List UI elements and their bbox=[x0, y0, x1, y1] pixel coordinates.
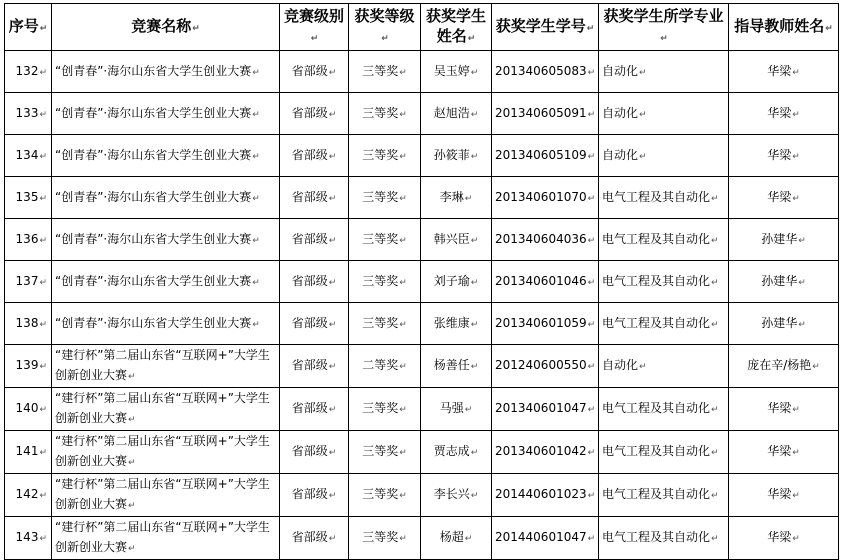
cell-end-mark: ↵ bbox=[399, 193, 407, 204]
cell-end-mark: ↵ bbox=[399, 534, 407, 544]
cell-award: 三等奖↵ bbox=[349, 51, 421, 93]
cell-end-mark: ↵ bbox=[328, 491, 337, 501]
cell-end-mark: ↵ bbox=[798, 319, 806, 330]
cell-end-mark: ↵ bbox=[39, 491, 47, 501]
cell-end-mark: ↵ bbox=[464, 405, 473, 415]
cell-teacher: 华梁↵ bbox=[729, 135, 839, 177]
cell-student: 吴玉婷↵ bbox=[421, 51, 492, 93]
cell-end-mark: ↵ bbox=[470, 362, 479, 372]
cell-student: 张维康↵ bbox=[421, 303, 492, 345]
cell-end-mark: ↵ bbox=[399, 151, 407, 162]
cell-seq: 142↵ bbox=[5, 474, 52, 517]
cell-end-mark: ↵ bbox=[381, 33, 389, 44]
cell-student: 杨善任↵ bbox=[421, 345, 492, 388]
cell-teacher: 孙建华↵ bbox=[729, 219, 839, 261]
cell-student: 马强↵ bbox=[421, 388, 492, 431]
cell-end-mark: ↵ bbox=[39, 23, 48, 34]
cell-student: 贾志成↵ bbox=[421, 431, 492, 474]
cell-end-mark: ↵ bbox=[39, 151, 47, 162]
cell-award: 三等奖↵ bbox=[349, 135, 421, 177]
cell-teacher: 华梁↵ bbox=[729, 517, 839, 560]
cell-student-id: 201340604036↵ bbox=[492, 219, 599, 261]
cell-end-mark: ↵ bbox=[399, 362, 407, 372]
cell-competition: “建行杯”第二届山东省“互联网+”大学生创新创业大赛↵ bbox=[52, 517, 280, 560]
cell-end-mark: ↵ bbox=[39, 448, 47, 458]
cell-end-mark: ↵ bbox=[470, 448, 479, 458]
cell-major: 电气工程及其自动化↵ bbox=[599, 388, 729, 431]
cell-end-mark: ↵ bbox=[328, 534, 337, 544]
cell-end-mark: ↵ bbox=[470, 277, 479, 288]
cell-level: 省部级↵ bbox=[280, 93, 349, 135]
cell-end-mark: ↵ bbox=[825, 23, 833, 34]
cell-competition: “建行杯”第二届山东省“互联网+”大学生创新创业大赛↵ bbox=[52, 474, 280, 517]
cell-end-mark: ↵ bbox=[39, 277, 47, 288]
cell-end-mark: ↵ bbox=[39, 193, 47, 204]
cell-seq: 136↵ bbox=[5, 219, 52, 261]
cell-award: 三等奖↵ bbox=[349, 474, 421, 517]
cell-end-mark: ↵ bbox=[812, 362, 820, 372]
table-row bbox=[5, 474, 839, 517]
table-row bbox=[5, 219, 839, 261]
table-row bbox=[5, 51, 839, 93]
cell-end-mark: ↵ bbox=[328, 405, 337, 415]
cell-award: 三等奖↵ bbox=[349, 93, 421, 135]
cell-end-mark: ↵ bbox=[587, 448, 596, 458]
cell-seq: 143↵ bbox=[5, 517, 52, 560]
cell-major: 电气工程及其自动化↵ bbox=[599, 517, 729, 560]
cell-student-id: 201340601070↵ bbox=[492, 177, 599, 219]
cell-end-mark: ↵ bbox=[399, 405, 407, 415]
cell-end-mark: ↵ bbox=[586, 23, 595, 34]
cell-teacher: 华梁↵ bbox=[729, 93, 839, 135]
cell-end-mark: ↵ bbox=[639, 362, 647, 372]
cell-end-mark: ↵ bbox=[39, 235, 47, 246]
table-row bbox=[5, 388, 839, 431]
header-level: 竞赛级别↵ bbox=[280, 4, 349, 51]
cell-competition: “创青春”·海尔山东省大学生创业大赛↵ bbox=[52, 219, 280, 261]
cell-seq: 138↵ bbox=[5, 303, 52, 345]
cell-student-id: 201340605091↵ bbox=[492, 93, 599, 135]
cell-award: 三等奖↵ bbox=[349, 303, 421, 345]
cell-end-mark: ↵ bbox=[470, 319, 479, 330]
cell-student: 孙筱菲↵ bbox=[421, 135, 492, 177]
cell-end-mark: ↵ bbox=[328, 448, 337, 458]
cell-end-mark: ↵ bbox=[328, 193, 337, 204]
table-row bbox=[5, 517, 839, 560]
cell-teacher: 华梁↵ bbox=[729, 431, 839, 474]
cell-end-mark: ↵ bbox=[711, 448, 719, 458]
cell-major: 电气工程及其自动化↵ bbox=[599, 261, 729, 303]
cell-end-mark: ↵ bbox=[711, 491, 719, 501]
cell-award: 二等奖↵ bbox=[349, 345, 421, 388]
cell-end-mark: ↵ bbox=[587, 491, 596, 501]
header-award: 获奖等级↵ bbox=[349, 4, 421, 51]
cell-student-id: 201340601046↵ bbox=[492, 261, 599, 303]
cell-competition: “创青春”·海尔山东省大学生创业大赛↵ bbox=[52, 135, 280, 177]
cell-end-mark: ↵ bbox=[792, 151, 800, 162]
cell-student: 杨超↵ bbox=[421, 517, 492, 560]
cell-award: 三等奖↵ bbox=[349, 388, 421, 431]
cell-teacher: 庞在辛/杨艳↵ bbox=[729, 345, 839, 388]
cell-end-mark: ↵ bbox=[711, 405, 719, 415]
cell-end-mark: ↵ bbox=[464, 193, 473, 204]
cell-end-mark: ↵ bbox=[792, 67, 800, 78]
cell-level: 省部级↵ bbox=[280, 135, 349, 177]
cell-end-mark: ↵ bbox=[711, 319, 719, 330]
cell-competition: “创青春”·海尔山东省大学生创业大赛↵ bbox=[52, 93, 280, 135]
cell-end-mark: ↵ bbox=[399, 67, 407, 78]
cell-end-mark: ↵ bbox=[399, 491, 407, 501]
cell-end-mark: ↵ bbox=[328, 151, 337, 162]
cell-end-mark: ↵ bbox=[128, 501, 136, 511]
cell-teacher: 华梁↵ bbox=[729, 51, 839, 93]
cell-major: 自动化↵ bbox=[599, 93, 729, 135]
cell-end-mark: ↵ bbox=[252, 193, 260, 204]
cell-end-mark: ↵ bbox=[464, 534, 473, 544]
cell-end-mark: ↵ bbox=[587, 151, 596, 162]
cell-end-mark: ↵ bbox=[252, 109, 260, 120]
cell-major: 自动化↵ bbox=[599, 51, 729, 93]
cell-student-id: 201440601047↵ bbox=[492, 517, 599, 560]
table-row bbox=[5, 431, 839, 474]
cell-end-mark: ↵ bbox=[587, 235, 596, 246]
header-competition: 竞赛名称↵ bbox=[52, 4, 280, 51]
cell-end-mark: ↵ bbox=[192, 23, 200, 34]
cell-end-mark: ↵ bbox=[252, 67, 260, 78]
cell-competition: “创青春”·海尔山东省大学生创业大赛↵ bbox=[52, 303, 280, 345]
cell-end-mark: ↵ bbox=[467, 33, 476, 44]
cell-end-mark: ↵ bbox=[587, 319, 596, 330]
cell-end-mark: ↵ bbox=[252, 235, 260, 246]
cell-major: 电气工程及其自动化↵ bbox=[599, 431, 729, 474]
cell-end-mark: ↵ bbox=[39, 534, 47, 544]
cell-end-mark: ↵ bbox=[39, 67, 47, 78]
cell-seq: 135↵ bbox=[5, 177, 52, 219]
cell-end-mark: ↵ bbox=[39, 319, 47, 330]
cell-end-mark: ↵ bbox=[587, 67, 596, 78]
header-major: 获奖学生所学专业↵ bbox=[599, 4, 729, 51]
cell-end-mark: ↵ bbox=[328, 362, 337, 372]
cell-student: 韩兴臣↵ bbox=[421, 219, 492, 261]
cell-end-mark: ↵ bbox=[792, 534, 800, 544]
cell-student: 刘子瑜↵ bbox=[421, 261, 492, 303]
cell-end-mark: ↵ bbox=[711, 534, 719, 544]
cell-end-mark: ↵ bbox=[128, 372, 136, 382]
cell-student-id: 201440601023↵ bbox=[492, 474, 599, 517]
header-teacher: 指导教师姓名↵ bbox=[729, 4, 839, 51]
cell-major: 自动化↵ bbox=[599, 345, 729, 388]
cell-end-mark: ↵ bbox=[470, 491, 479, 501]
header-seq: 序号↵ bbox=[5, 4, 52, 51]
cell-end-mark: ↵ bbox=[470, 67, 479, 78]
cell-competition: “创青春”·海尔山东省大学生创业大赛↵ bbox=[52, 51, 280, 93]
cell-level: 省部级↵ bbox=[280, 517, 349, 560]
cell-major: 电气工程及其自动化↵ bbox=[599, 219, 729, 261]
award-table bbox=[4, 3, 839, 560]
cell-student-id: 201340601047↵ bbox=[492, 388, 599, 431]
cell-end-mark: ↵ bbox=[587, 277, 596, 288]
cell-major: 自动化↵ bbox=[599, 135, 729, 177]
cell-end-mark: ↵ bbox=[587, 109, 596, 120]
cell-end-mark: ↵ bbox=[328, 319, 337, 330]
cell-end-mark: ↵ bbox=[792, 491, 800, 501]
cell-end-mark: ↵ bbox=[328, 67, 337, 78]
table-row bbox=[5, 177, 839, 219]
cell-end-mark: ↵ bbox=[128, 458, 136, 468]
cell-end-mark: ↵ bbox=[587, 534, 596, 544]
cell-student-id: 201340605109↵ bbox=[492, 135, 599, 177]
cell-end-mark: ↵ bbox=[39, 405, 47, 415]
cell-level: 省部级↵ bbox=[280, 219, 349, 261]
cell-teacher: 孙建华↵ bbox=[729, 303, 839, 345]
cell-student-id: 201340601059↵ bbox=[492, 303, 599, 345]
cell-seq: 141↵ bbox=[5, 431, 52, 474]
cell-end-mark: ↵ bbox=[470, 235, 479, 246]
cell-level: 省部级↵ bbox=[280, 261, 349, 303]
cell-major: 电气工程及其自动化↵ bbox=[599, 177, 729, 219]
cell-teacher: 华梁↵ bbox=[729, 388, 839, 431]
cell-end-mark: ↵ bbox=[470, 109, 479, 120]
cell-end-mark: ↵ bbox=[792, 109, 800, 120]
cell-major: 电气工程及其自动化↵ bbox=[599, 303, 729, 345]
cell-end-mark: ↵ bbox=[639, 109, 647, 120]
cell-award: 三等奖↵ bbox=[349, 261, 421, 303]
cell-end-mark: ↵ bbox=[399, 448, 407, 458]
cell-student: 赵旭浩↵ bbox=[421, 93, 492, 135]
table-row bbox=[5, 93, 839, 135]
cell-student: 李长兴↵ bbox=[421, 474, 492, 517]
cell-teacher: 华梁↵ bbox=[729, 474, 839, 517]
cell-competition: “建行杯”第二届山东省“互联网+”大学生创新创业大赛↵ bbox=[52, 388, 280, 431]
table-row bbox=[5, 345, 839, 388]
cell-end-mark: ↵ bbox=[252, 151, 260, 162]
cell-award: 三等奖↵ bbox=[349, 177, 421, 219]
cell-teacher: 华梁↵ bbox=[729, 177, 839, 219]
cell-end-mark: ↵ bbox=[660, 33, 668, 44]
cell-level: 省部级↵ bbox=[280, 177, 349, 219]
cell-end-mark: ↵ bbox=[711, 277, 719, 288]
cell-level: 省部级↵ bbox=[280, 51, 349, 93]
cell-teacher: 孙建华↵ bbox=[729, 261, 839, 303]
cell-end-mark: ↵ bbox=[587, 405, 596, 415]
cell-end-mark: ↵ bbox=[792, 193, 800, 204]
cell-seq: 139↵ bbox=[5, 345, 52, 388]
cell-award: 三等奖↵ bbox=[349, 219, 421, 261]
cell-end-mark: ↵ bbox=[711, 235, 719, 246]
table-row bbox=[5, 303, 839, 345]
cell-end-mark: ↵ bbox=[639, 67, 647, 78]
cell-end-mark: ↵ bbox=[128, 544, 136, 554]
cell-end-mark: ↵ bbox=[399, 235, 407, 246]
header-row bbox=[5, 4, 839, 51]
cell-end-mark: ↵ bbox=[399, 109, 407, 120]
cell-end-mark: ↵ bbox=[128, 415, 136, 425]
cell-end-mark: ↵ bbox=[39, 362, 47, 372]
cell-end-mark: ↵ bbox=[587, 193, 596, 204]
table-row bbox=[5, 261, 839, 303]
cell-end-mark: ↵ bbox=[798, 235, 806, 246]
cell-award: 三等奖↵ bbox=[349, 431, 421, 474]
cell-competition: “创青春”·海尔山东省大学生创业大赛↵ bbox=[52, 261, 280, 303]
cell-seq: 134↵ bbox=[5, 135, 52, 177]
cell-end-mark: ↵ bbox=[328, 277, 337, 288]
cell-student-id: 201340601042↵ bbox=[492, 431, 599, 474]
cell-competition: “建行杯”第二届山东省“互联网+”大学生创新创业大赛↵ bbox=[52, 431, 280, 474]
cell-end-mark: ↵ bbox=[252, 277, 260, 288]
cell-end-mark: ↵ bbox=[399, 319, 407, 330]
cell-end-mark: ↵ bbox=[328, 235, 337, 246]
cell-end-mark: ↵ bbox=[798, 277, 806, 288]
cell-end-mark: ↵ bbox=[470, 151, 479, 162]
header-student-id: 获奖学生学号↵ bbox=[492, 4, 599, 51]
cell-end-mark: ↵ bbox=[252, 319, 260, 330]
cell-seq: 133↵ bbox=[5, 93, 52, 135]
cell-level: 省部级↵ bbox=[280, 474, 349, 517]
cell-end-mark: ↵ bbox=[310, 33, 319, 44]
cell-end-mark: ↵ bbox=[39, 109, 47, 120]
cell-level: 省部级↵ bbox=[280, 303, 349, 345]
header-student: 获奖学生姓名↵ bbox=[421, 4, 492, 51]
table-row bbox=[5, 135, 839, 177]
cell-end-mark: ↵ bbox=[792, 405, 800, 415]
cell-end-mark: ↵ bbox=[639, 151, 647, 162]
cell-student-id: 201340605083↵ bbox=[492, 51, 599, 93]
cell-end-mark: ↵ bbox=[399, 277, 407, 288]
cell-competition: “建行杯”第二届山东省“互联网+”大学生创新创业大赛↵ bbox=[52, 345, 280, 388]
cell-seq: 137↵ bbox=[5, 261, 52, 303]
cell-major: 电气工程及其自动化↵ bbox=[599, 474, 729, 517]
cell-level: 省部级↵ bbox=[280, 345, 349, 388]
cell-level: 省部级↵ bbox=[280, 388, 349, 431]
cell-level: 省部级↵ bbox=[280, 431, 349, 474]
cell-end-mark: ↵ bbox=[587, 362, 596, 372]
cell-seq: 132↵ bbox=[5, 51, 52, 93]
cell-student-id: 201240600550↵ bbox=[492, 345, 599, 388]
cell-competition: “创青春”·海尔山东省大学生创业大赛↵ bbox=[52, 177, 280, 219]
cell-student: 李琳↵ bbox=[421, 177, 492, 219]
cell-end-mark: ↵ bbox=[792, 448, 800, 458]
cell-seq: 140↵ bbox=[5, 388, 52, 431]
cell-end-mark: ↵ bbox=[711, 193, 719, 204]
cell-award: 三等奖↵ bbox=[349, 517, 421, 560]
cell-end-mark: ↵ bbox=[328, 109, 337, 120]
